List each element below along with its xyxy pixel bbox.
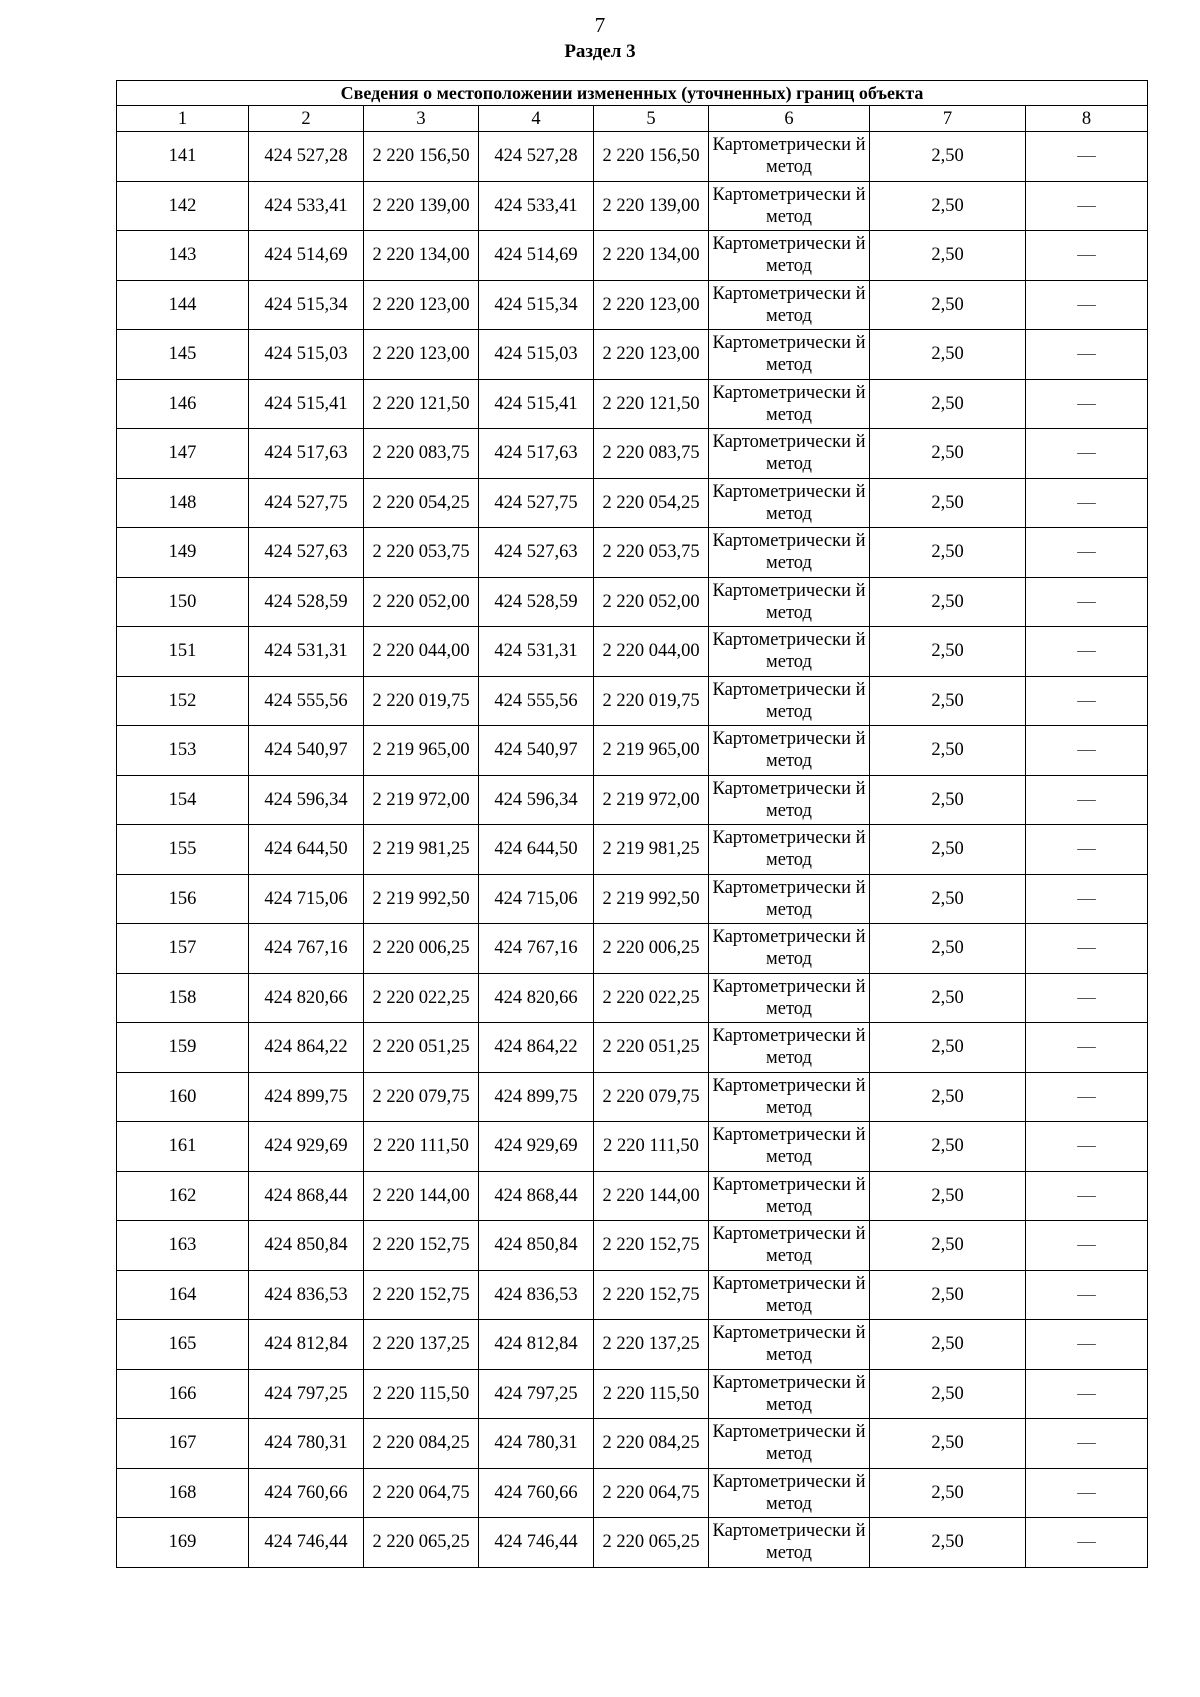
point-number-cell: 144: [117, 280, 249, 330]
y-old-cell: 2 220 065,25: [364, 1518, 479, 1568]
table-row: [117, 1468, 1148, 1518]
y-new-cell: 2 220 054,25: [594, 478, 709, 528]
point-number-cell: 141: [117, 132, 249, 182]
table-row: [117, 280, 1148, 330]
accuracy-cell: 2,50: [870, 627, 1026, 677]
method-cell: Картометрически й метод: [709, 1320, 870, 1370]
y-old-cell: 2 220 083,75: [364, 429, 479, 479]
point-number-cell: 156: [117, 874, 249, 924]
x-old-cell: 424 715,06: [249, 874, 364, 924]
note-cell: —: [1026, 1270, 1148, 1320]
x-new-cell: 424 899,75: [479, 1072, 594, 1122]
y-old-cell: 2 220 019,75: [364, 676, 479, 726]
x-new-cell: 424 527,63: [479, 528, 594, 578]
accuracy-cell: 2,50: [870, 231, 1026, 281]
x-old-cell: 424 515,34: [249, 280, 364, 330]
note-cell: —: [1026, 231, 1148, 281]
y-new-cell: 2 219 992,50: [594, 874, 709, 924]
note-cell: —: [1026, 181, 1148, 231]
note-cell: —: [1026, 1072, 1148, 1122]
method-cell: Картометрически й метод: [709, 330, 870, 380]
x-new-cell: 424 531,31: [479, 627, 594, 677]
point-number-cell: 145: [117, 330, 249, 380]
note-cell: —: [1026, 330, 1148, 380]
y-old-cell: 2 220 144,00: [364, 1171, 479, 1221]
x-new-cell: 424 555,56: [479, 676, 594, 726]
y-old-cell: 2 220 123,00: [364, 280, 479, 330]
method-cell: Картометрически й метод: [709, 231, 870, 281]
table-row: [117, 528, 1148, 578]
y-new-cell: 2 220 123,00: [594, 280, 709, 330]
accuracy-cell: 2,50: [870, 1518, 1026, 1568]
method-cell: Картометрически й метод: [709, 132, 870, 182]
column-number: 5: [594, 106, 709, 132]
point-number-cell: 143: [117, 231, 249, 281]
table-row: [117, 379, 1148, 429]
table-row: [117, 775, 1148, 825]
point-number-cell: 150: [117, 577, 249, 627]
accuracy-cell: 2,50: [870, 1419, 1026, 1469]
y-new-cell: 2 220 044,00: [594, 627, 709, 677]
accuracy-cell: 2,50: [870, 429, 1026, 479]
table-row: [117, 1023, 1148, 1073]
x-new-cell: 424 850,84: [479, 1221, 594, 1271]
point-number-cell: 162: [117, 1171, 249, 1221]
note-cell: —: [1026, 627, 1148, 677]
point-number-cell: 158: [117, 973, 249, 1023]
table-row: [117, 231, 1148, 281]
accuracy-cell: 2,50: [870, 676, 1026, 726]
table-row: [117, 132, 1148, 182]
method-cell: Картометрически й метод: [709, 627, 870, 677]
x-old-cell: 424 528,59: [249, 577, 364, 627]
x-old-cell: 424 527,63: [249, 528, 364, 578]
x-old-cell: 424 514,69: [249, 231, 364, 281]
table-row: [117, 1221, 1148, 1271]
y-new-cell: 2 220 115,50: [594, 1369, 709, 1419]
point-number-cell: 153: [117, 726, 249, 776]
y-old-cell: 2 220 052,00: [364, 577, 479, 627]
point-number-cell: 159: [117, 1023, 249, 1073]
method-cell: Картометрически й метод: [709, 775, 870, 825]
x-new-cell: 424 517,63: [479, 429, 594, 479]
point-number-cell: 167: [117, 1419, 249, 1469]
accuracy-cell: 2,50: [870, 1270, 1026, 1320]
method-cell: Картометрически й метод: [709, 1122, 870, 1172]
x-old-cell: 424 812,84: [249, 1320, 364, 1370]
x-new-cell: 424 746,44: [479, 1518, 594, 1568]
x-old-cell: 424 836,53: [249, 1270, 364, 1320]
y-old-cell: 2 220 084,25: [364, 1419, 479, 1469]
table-row: [117, 1419, 1148, 1469]
accuracy-cell: 2,50: [870, 577, 1026, 627]
method-cell: Картометрически й метод: [709, 1023, 870, 1073]
x-new-cell: 424 820,66: [479, 973, 594, 1023]
x-old-cell: 424 899,75: [249, 1072, 364, 1122]
y-old-cell: 2 220 115,50: [364, 1369, 479, 1419]
method-cell: Картометрически й метод: [709, 528, 870, 578]
column-number: 6: [709, 106, 870, 132]
x-old-cell: 424 533,41: [249, 181, 364, 231]
x-new-cell: 424 527,75: [479, 478, 594, 528]
table-row: [117, 181, 1148, 231]
y-old-cell: 2 220 006,25: [364, 924, 479, 974]
x-new-cell: 424 515,03: [479, 330, 594, 380]
point-number-cell: 152: [117, 676, 249, 726]
column-number: 7: [870, 106, 1026, 132]
point-number-cell: 169: [117, 1518, 249, 1568]
y-old-cell: 2 220 137,25: [364, 1320, 479, 1370]
y-old-cell: 2 220 051,25: [364, 1023, 479, 1073]
x-new-cell: 424 644,50: [479, 825, 594, 875]
x-new-cell: 424 596,34: [479, 775, 594, 825]
method-cell: Картометрически й метод: [709, 1221, 870, 1271]
note-cell: —: [1026, 1320, 1148, 1370]
note-cell: —: [1026, 1122, 1148, 1172]
y-old-cell: 2 220 079,75: [364, 1072, 479, 1122]
x-new-cell: 424 515,34: [479, 280, 594, 330]
point-number-cell: 166: [117, 1369, 249, 1419]
accuracy-cell: 2,50: [870, 1023, 1026, 1073]
y-new-cell: 2 220 121,50: [594, 379, 709, 429]
y-old-cell: 2 220 152,75: [364, 1221, 479, 1271]
column-number: 4: [479, 106, 594, 132]
y-new-cell: 2 220 022,25: [594, 973, 709, 1023]
x-old-cell: 424 929,69: [249, 1122, 364, 1172]
method-cell: Картометрически й метод: [709, 1171, 870, 1221]
y-new-cell: 2 220 144,00: [594, 1171, 709, 1221]
method-cell: Картометрически й метод: [709, 1518, 870, 1568]
y-new-cell: 2 220 051,25: [594, 1023, 709, 1073]
y-new-cell: 2 220 111,50: [594, 1122, 709, 1172]
note-cell: —: [1026, 775, 1148, 825]
accuracy-cell: 2,50: [870, 132, 1026, 182]
y-old-cell: 2 220 156,50: [364, 132, 479, 182]
y-old-cell: 2 220 053,75: [364, 528, 479, 578]
x-old-cell: 424 746,44: [249, 1518, 364, 1568]
method-cell: Картометрически й метод: [709, 676, 870, 726]
point-number-cell: 165: [117, 1320, 249, 1370]
y-old-cell: 2 220 022,25: [364, 973, 479, 1023]
point-number-cell: 161: [117, 1122, 249, 1172]
note-cell: —: [1026, 280, 1148, 330]
x-old-cell: 424 531,31: [249, 627, 364, 677]
accuracy-cell: 2,50: [870, 874, 1026, 924]
x-new-cell: 424 864,22: [479, 1023, 594, 1073]
y-old-cell: 2 220 064,75: [364, 1468, 479, 1518]
y-old-cell: 2 219 965,00: [364, 726, 479, 776]
table-row: [117, 330, 1148, 380]
x-old-cell: 424 820,66: [249, 973, 364, 1023]
y-old-cell: 2 220 134,00: [364, 231, 479, 281]
y-new-cell: 2 220 053,75: [594, 528, 709, 578]
y-new-cell: 2 220 156,50: [594, 132, 709, 182]
point-number-cell: 168: [117, 1468, 249, 1518]
x-old-cell: 424 527,28: [249, 132, 364, 182]
y-old-cell: 2 220 044,00: [364, 627, 479, 677]
table-row: [117, 973, 1148, 1023]
note-cell: —: [1026, 1171, 1148, 1221]
table-row: [117, 726, 1148, 776]
accuracy-cell: 2,50: [870, 1369, 1026, 1419]
table-row: [117, 1072, 1148, 1122]
x-new-cell: 424 797,25: [479, 1369, 594, 1419]
note-cell: —: [1026, 1518, 1148, 1568]
method-cell: Картометрически й метод: [709, 478, 870, 528]
y-new-cell: 2 220 084,25: [594, 1419, 709, 1469]
y-new-cell: 2 220 137,25: [594, 1320, 709, 1370]
note-cell: —: [1026, 577, 1148, 627]
accuracy-cell: 2,50: [870, 825, 1026, 875]
table-row: [117, 1320, 1148, 1370]
column-number: 8: [1026, 106, 1148, 132]
table-row: [117, 825, 1148, 875]
accuracy-cell: 2,50: [870, 181, 1026, 231]
x-old-cell: 424 850,84: [249, 1221, 364, 1271]
x-new-cell: 424 528,59: [479, 577, 594, 627]
x-new-cell: 424 540,97: [479, 726, 594, 776]
method-cell: Картометрически й метод: [709, 973, 870, 1023]
point-number-cell: 149: [117, 528, 249, 578]
y-new-cell: 2 220 019,75: [594, 676, 709, 726]
accuracy-cell: 2,50: [870, 973, 1026, 1023]
x-old-cell: 424 527,75: [249, 478, 364, 528]
accuracy-cell: 2,50: [870, 1320, 1026, 1370]
x-old-cell: 424 555,56: [249, 676, 364, 726]
x-old-cell: 424 797,25: [249, 1369, 364, 1419]
accuracy-cell: 2,50: [870, 775, 1026, 825]
y-new-cell: 2 220 083,75: [594, 429, 709, 479]
note-cell: —: [1026, 726, 1148, 776]
x-old-cell: 424 540,97: [249, 726, 364, 776]
x-new-cell: 424 533,41: [479, 181, 594, 231]
note-cell: —: [1026, 825, 1148, 875]
method-cell: Картометрически й метод: [709, 181, 870, 231]
x-new-cell: 424 929,69: [479, 1122, 594, 1172]
x-new-cell: 424 868,44: [479, 1171, 594, 1221]
note-cell: —: [1026, 1369, 1148, 1419]
y-old-cell: 2 220 054,25: [364, 478, 479, 528]
column-number: 2: [249, 106, 364, 132]
y-old-cell: 2 220 111,50: [364, 1122, 479, 1172]
y-old-cell: 2 219 981,25: [364, 825, 479, 875]
method-cell: Картометрически й метод: [709, 429, 870, 479]
x-new-cell: 424 767,16: [479, 924, 594, 974]
method-cell: Картометрически й метод: [709, 577, 870, 627]
note-cell: —: [1026, 973, 1148, 1023]
table-row: [117, 577, 1148, 627]
y-new-cell: 2 220 065,25: [594, 1518, 709, 1568]
method-cell: Картометрически й метод: [709, 726, 870, 776]
point-number-cell: 160: [117, 1072, 249, 1122]
note-cell: —: [1026, 874, 1148, 924]
table-caption: Сведения о местоположении измененных (уточненных) границ объекта: [117, 81, 1148, 106]
accuracy-cell: 2,50: [870, 726, 1026, 776]
method-cell: Картометрически й метод: [709, 1072, 870, 1122]
y-new-cell: 2 219 981,25: [594, 825, 709, 875]
accuracy-cell: 2,50: [870, 330, 1026, 380]
accuracy-cell: 2,50: [870, 1171, 1026, 1221]
note-cell: —: [1026, 676, 1148, 726]
point-number-cell: 155: [117, 825, 249, 875]
x-old-cell: 424 596,34: [249, 775, 364, 825]
point-number-cell: 164: [117, 1270, 249, 1320]
method-cell: Картометрически й метод: [709, 1270, 870, 1320]
column-number: 1: [117, 106, 249, 132]
note-cell: —: [1026, 1221, 1148, 1271]
x-new-cell: 424 760,66: [479, 1468, 594, 1518]
y-old-cell: 2 219 992,50: [364, 874, 479, 924]
table-row: [117, 627, 1148, 677]
y-old-cell: 2 220 139,00: [364, 181, 479, 231]
accuracy-cell: 2,50: [870, 478, 1026, 528]
accuracy-cell: 2,50: [870, 528, 1026, 578]
y-new-cell: 2 220 052,00: [594, 577, 709, 627]
point-number-cell: 146: [117, 379, 249, 429]
y-old-cell: 2 220 123,00: [364, 330, 479, 380]
x-new-cell: 424 515,41: [479, 379, 594, 429]
x-old-cell: 424 864,22: [249, 1023, 364, 1073]
note-cell: —: [1026, 1419, 1148, 1469]
x-new-cell: 424 527,28: [479, 132, 594, 182]
y-old-cell: 2 220 152,75: [364, 1270, 479, 1320]
x-new-cell: 424 812,84: [479, 1320, 594, 1370]
accuracy-cell: 2,50: [870, 1221, 1026, 1271]
accuracy-cell: 2,50: [870, 280, 1026, 330]
y-new-cell: 2 220 152,75: [594, 1221, 709, 1271]
x-old-cell: 424 517,63: [249, 429, 364, 479]
x-new-cell: 424 780,31: [479, 1419, 594, 1469]
table-row: [117, 429, 1148, 479]
y-new-cell: 2 220 123,00: [594, 330, 709, 380]
x-new-cell: 424 836,53: [479, 1270, 594, 1320]
note-cell: —: [1026, 1468, 1148, 1518]
y-new-cell: 2 219 972,00: [594, 775, 709, 825]
note-cell: —: [1026, 132, 1148, 182]
table-row: [117, 1122, 1148, 1172]
column-number: 3: [364, 106, 479, 132]
note-cell: —: [1026, 1023, 1148, 1073]
y-new-cell: 2 220 064,75: [594, 1468, 709, 1518]
y-new-cell: 2 220 152,75: [594, 1270, 709, 1320]
method-cell: Картометрически й метод: [709, 825, 870, 875]
point-number-cell: 163: [117, 1221, 249, 1271]
method-cell: Картометрически й метод: [709, 874, 870, 924]
x-old-cell: 424 760,66: [249, 1468, 364, 1518]
y-new-cell: 2 220 139,00: [594, 181, 709, 231]
method-cell: Картометрически й метод: [709, 924, 870, 974]
x-new-cell: 424 715,06: [479, 874, 594, 924]
section-title: Раздел 3: [564, 41, 636, 62]
table-row: [117, 676, 1148, 726]
note-cell: —: [1026, 528, 1148, 578]
x-old-cell: 424 515,03: [249, 330, 364, 380]
accuracy-cell: 2,50: [870, 1468, 1026, 1518]
x-old-cell: 424 515,41: [249, 379, 364, 429]
x-old-cell: 424 780,31: [249, 1419, 364, 1469]
x-old-cell: 424 767,16: [249, 924, 364, 974]
method-cell: Картометрически й метод: [709, 379, 870, 429]
y-new-cell: 2 220 079,75: [594, 1072, 709, 1122]
table-row: [117, 924, 1148, 974]
note-cell: —: [1026, 478, 1148, 528]
method-cell: Картометрически й метод: [709, 280, 870, 330]
accuracy-cell: 2,50: [870, 924, 1026, 974]
y-old-cell: 2 220 121,50: [364, 379, 479, 429]
method-cell: Картометрически й метод: [709, 1419, 870, 1469]
y-new-cell: 2 219 965,00: [594, 726, 709, 776]
table-row: [117, 874, 1148, 924]
x-new-cell: 424 514,69: [479, 231, 594, 281]
accuracy-cell: 2,50: [870, 1072, 1026, 1122]
y-new-cell: 2 220 134,00: [594, 231, 709, 281]
table-row: [117, 1369, 1148, 1419]
point-number-cell: 147: [117, 429, 249, 479]
y-new-cell: 2 220 006,25: [594, 924, 709, 974]
point-number-cell: 154: [117, 775, 249, 825]
accuracy-cell: 2,50: [870, 1122, 1026, 1172]
note-cell: —: [1026, 429, 1148, 479]
page-number: 7: [594, 13, 606, 37]
y-old-cell: 2 219 972,00: [364, 775, 479, 825]
point-number-cell: 151: [117, 627, 249, 677]
table-row: [117, 1518, 1148, 1568]
x-old-cell: 424 644,50: [249, 825, 364, 875]
coordinates-table: [116, 80, 1148, 1568]
accuracy-cell: 2,50: [870, 379, 1026, 429]
table-row: [117, 1270, 1148, 1320]
point-number-cell: 157: [117, 924, 249, 974]
table-row: [117, 478, 1148, 528]
point-number-cell: 148: [117, 478, 249, 528]
method-cell: Картометрически й метод: [709, 1369, 870, 1419]
point-number-cell: 142: [117, 181, 249, 231]
method-cell: Картометрически й метод: [709, 1468, 870, 1518]
note-cell: —: [1026, 924, 1148, 974]
table-row: [117, 1171, 1148, 1221]
x-old-cell: 424 868,44: [249, 1171, 364, 1221]
note-cell: —: [1026, 379, 1148, 429]
